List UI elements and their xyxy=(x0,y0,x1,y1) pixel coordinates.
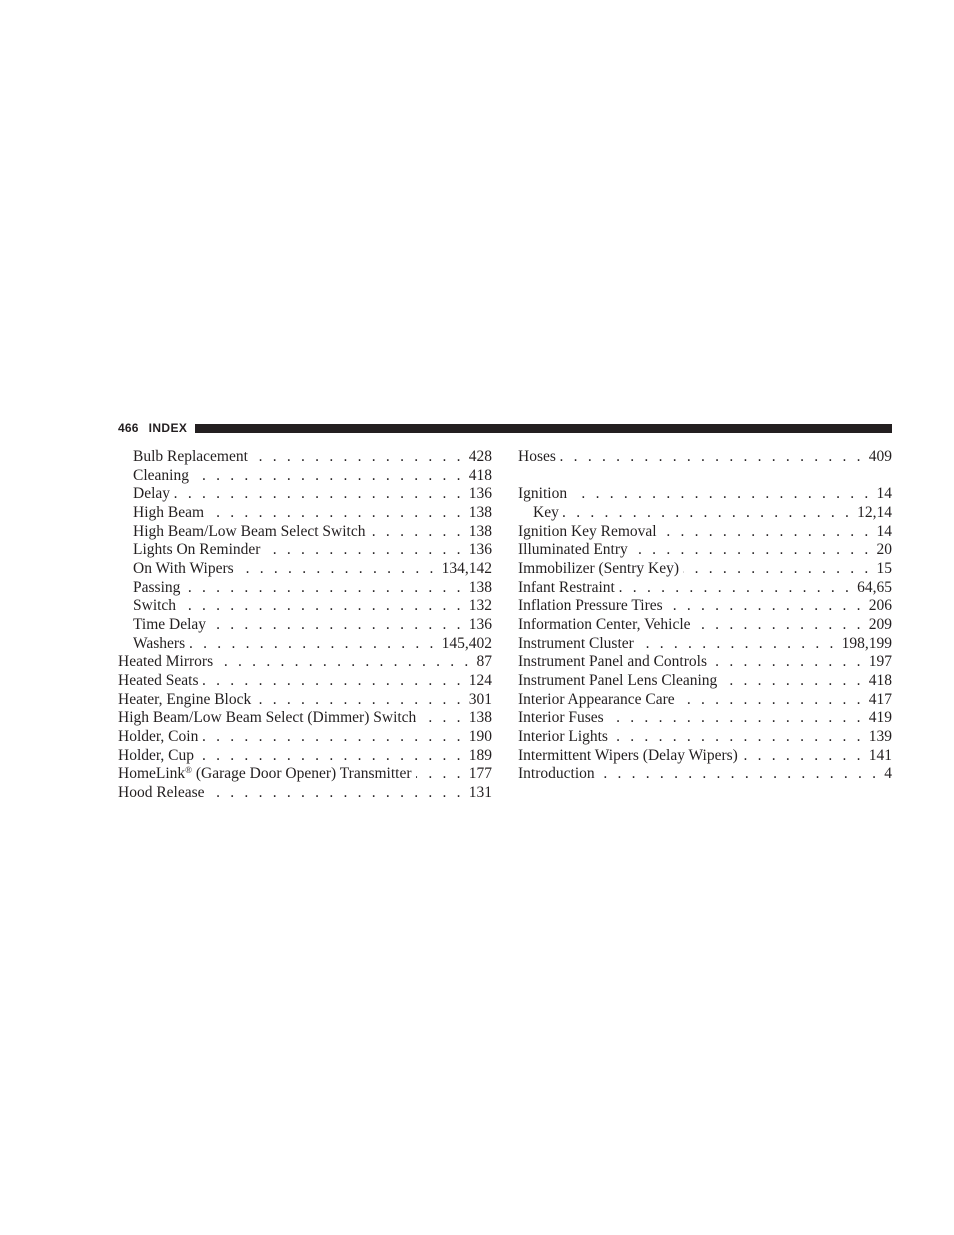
entry-page-numbers: 301 xyxy=(468,690,492,708)
entry-page-numbers: 209 xyxy=(868,615,892,633)
entry-label: Holder, Cup xyxy=(118,746,195,764)
entry-label: Bulb Replacement xyxy=(133,448,248,465)
dot-leader xyxy=(679,691,866,710)
index-entry xyxy=(118,747,492,766)
entry-label: Infant Restraint xyxy=(518,578,615,596)
entry-page-numbers: 417 xyxy=(868,690,892,708)
index-entry xyxy=(518,691,892,710)
index-entry xyxy=(118,728,492,747)
dot-leader xyxy=(180,597,466,616)
dot-leader xyxy=(369,523,465,542)
dot-leader xyxy=(571,485,873,504)
index-entry xyxy=(518,485,892,504)
entry-page-numbers: 190 xyxy=(468,727,492,745)
dot-leader xyxy=(174,485,466,504)
index-entry xyxy=(118,672,492,691)
entry-label: Key xyxy=(533,503,559,521)
index-column-left xyxy=(118,448,492,802)
index-subentry xyxy=(118,579,492,598)
entry-page-numbers: 138 xyxy=(468,503,492,521)
index-entry xyxy=(518,672,892,691)
entry-page-numbers: 64,65 xyxy=(857,578,892,596)
dot-leader xyxy=(189,635,439,654)
dot-leader xyxy=(198,747,466,766)
entry-label: Holder, Coin xyxy=(118,727,199,745)
index-entry xyxy=(518,579,892,598)
index-entry xyxy=(518,616,892,635)
dot-leader xyxy=(210,616,466,635)
dot-leader xyxy=(667,597,866,616)
entry-page-numbers: 418 xyxy=(468,466,492,484)
index-entry xyxy=(518,560,892,579)
index-entry xyxy=(118,653,492,672)
entry-label: Instrument Cluster xyxy=(518,634,634,652)
index-entry xyxy=(518,523,892,542)
entry-page-numbers: 132 xyxy=(468,597,492,615)
entry-label: HomeLink® (Garage Door Opener) Transmitter xyxy=(118,765,412,783)
entry-page-numbers: 198,199 xyxy=(841,634,892,652)
dot-leader xyxy=(184,579,465,598)
index-entry xyxy=(118,765,492,784)
dot-leader xyxy=(264,541,465,560)
entry-page-numbers: 419 xyxy=(868,709,892,727)
index-entry xyxy=(518,747,892,766)
entry-page-numbers: 14 xyxy=(876,485,892,503)
entry-label: Interior Fuses xyxy=(518,709,604,727)
index-entry xyxy=(518,653,892,672)
registered-mark: ® xyxy=(185,765,192,776)
entry-page-numbers: 15 xyxy=(876,559,892,577)
entry-page-numbers: 20 xyxy=(876,541,892,559)
index-subentry xyxy=(118,616,492,635)
entry-label: Switch xyxy=(133,597,177,615)
index-subentry xyxy=(118,560,492,579)
dot-leader xyxy=(208,504,466,523)
entry-label: Information Center, Vehicle xyxy=(518,615,691,633)
entry-page-numbers: 14 xyxy=(876,522,892,540)
index-entry xyxy=(118,709,492,728)
dot-leader xyxy=(217,653,473,672)
entry-label: Immobilizer (Sentry Key) xyxy=(518,559,679,577)
dot-leader xyxy=(193,467,466,486)
entry-page-numbers: 87 xyxy=(476,653,492,671)
entry-label: Introduction xyxy=(518,765,595,783)
dot-leader xyxy=(202,728,465,747)
dot-leader xyxy=(202,672,465,691)
entry-label: Ignition xyxy=(518,485,568,503)
index-subentry xyxy=(118,635,492,654)
entry-label: Inflation Pressure Tires xyxy=(518,597,663,615)
index-subentry xyxy=(118,541,492,560)
dot-leader xyxy=(560,448,866,467)
index-entry xyxy=(518,709,892,728)
dot-leader xyxy=(563,504,854,523)
index-subentry xyxy=(118,597,492,616)
section-title: INDEX xyxy=(148,421,188,435)
index-entry xyxy=(118,784,492,803)
entry-label: Washers xyxy=(133,634,186,652)
entry-page-numbers: 138 xyxy=(468,578,492,596)
entry-label: Intermittent Wipers (Delay Wipers) xyxy=(518,746,738,764)
dot-leader xyxy=(416,765,466,784)
entry-page-numbers: 189 xyxy=(468,746,492,764)
index-entry xyxy=(118,691,492,710)
entry-label: Hood Release xyxy=(118,783,205,801)
entry-page-numbers: 136 xyxy=(468,541,492,559)
entry-label: Ignition Key Removal xyxy=(518,522,657,540)
entry-page-numbers: 428 xyxy=(468,448,492,465)
dot-leader xyxy=(209,784,466,803)
entry-page-numbers: 418 xyxy=(868,671,892,689)
index-subentry xyxy=(118,485,492,504)
entry-label: Hoses xyxy=(518,448,556,465)
index-entry xyxy=(518,448,892,467)
dot-leader xyxy=(632,541,874,560)
entry-page-numbers: 124 xyxy=(468,671,492,689)
entry-page-numbers: 409 xyxy=(868,448,892,465)
entry-page-numbers: 197 xyxy=(868,653,892,671)
entry-page-numbers: 136 xyxy=(468,485,492,503)
entry-label: Interior Lights xyxy=(518,727,608,745)
dot-leader xyxy=(742,747,866,766)
entry-label: Delay xyxy=(133,485,171,503)
dot-leader xyxy=(255,691,466,710)
entry-label: On With Wipers xyxy=(133,559,234,577)
index-subentry xyxy=(118,448,492,467)
entry-page-numbers: 139 xyxy=(868,727,892,745)
entry-page-numbers: 131 xyxy=(468,783,492,801)
page-number: 466 xyxy=(118,421,139,435)
index-entry xyxy=(518,728,892,747)
index-gap xyxy=(518,467,892,486)
page-header xyxy=(118,420,892,436)
dot-leader xyxy=(661,523,874,542)
index-entry xyxy=(518,635,892,654)
entry-page-numbers: 206 xyxy=(868,597,892,615)
entry-page-numbers: 138 xyxy=(468,522,492,540)
dot-leader xyxy=(599,765,882,784)
dot-leader xyxy=(252,448,466,467)
entry-page-numbers: 136 xyxy=(468,615,492,633)
index-subentry xyxy=(118,467,492,486)
entry-label: Time Delay xyxy=(133,615,207,633)
index-subentry xyxy=(518,504,892,523)
entry-page-numbers: 141 xyxy=(868,746,892,764)
entry-label: Lights On Reminder xyxy=(133,541,261,559)
dot-leader xyxy=(711,653,866,672)
index-entry xyxy=(518,541,892,560)
dot-leader xyxy=(721,672,865,691)
entry-label: Illuminated Entry xyxy=(518,541,628,559)
entry-page-numbers: 134,142 xyxy=(441,559,492,577)
index-column-right xyxy=(518,448,892,784)
entry-label: Heated Seats xyxy=(118,671,199,689)
header-rule xyxy=(195,424,892,433)
dot-leader xyxy=(619,579,854,598)
entry-label: Instrument Panel and Controls xyxy=(518,653,707,671)
dot-leader xyxy=(612,728,866,747)
dot-leader xyxy=(695,616,866,635)
entry-label: Instrument Panel Lens Cleaning xyxy=(518,671,718,689)
entry-label: Heater, Engine Block xyxy=(118,690,252,708)
entry-page-numbers: 12,14 xyxy=(857,503,892,521)
dot-leader xyxy=(608,709,866,728)
entry-label: Cleaning xyxy=(133,466,189,484)
entry-label: High Beam/Low Beam Select Switch xyxy=(133,522,366,540)
entry-page-numbers: 138 xyxy=(468,709,492,727)
entry-label: High Beam/Low Beam Select (Dimmer) Switch xyxy=(118,709,417,727)
entry-page-numbers: 145,402 xyxy=(441,634,492,652)
index-subentry xyxy=(118,523,492,542)
index-entry xyxy=(518,765,892,784)
dot-leader xyxy=(420,709,465,728)
entry-label: Heated Mirrors xyxy=(118,653,214,671)
dot-leader xyxy=(638,635,839,654)
entry-page-numbers: 4 xyxy=(884,765,892,783)
entry-label: Passing xyxy=(133,578,181,596)
index-subentry xyxy=(118,504,492,523)
index-entry xyxy=(518,597,892,616)
entry-label: Interior Appearance Care xyxy=(518,690,675,708)
dot-leader xyxy=(238,560,439,579)
entry-page-numbers: 177 xyxy=(468,765,492,783)
dot-leader xyxy=(683,560,874,579)
entry-label: High Beam xyxy=(133,503,205,521)
